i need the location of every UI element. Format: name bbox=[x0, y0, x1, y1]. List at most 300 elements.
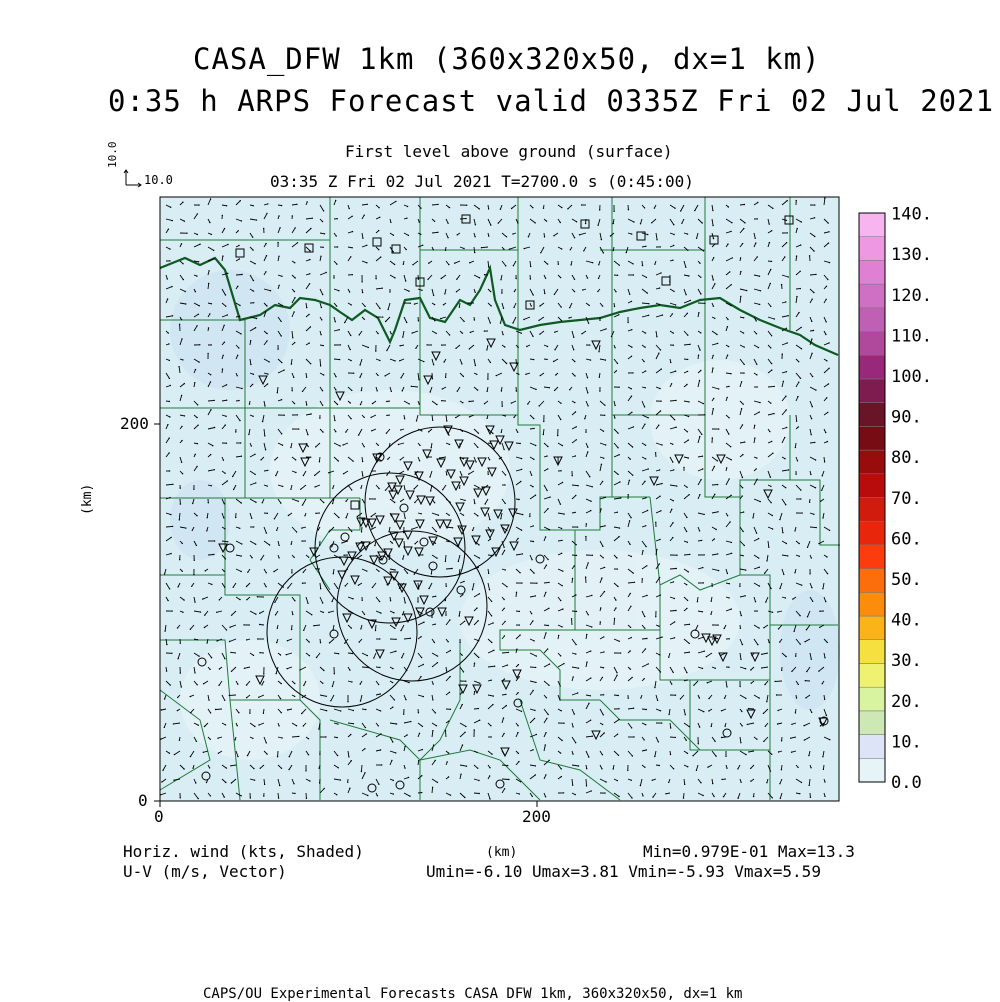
wind-vector-head bbox=[777, 723, 778, 724]
wind-vector-head bbox=[577, 485, 578, 486]
wind-vector-head bbox=[478, 433, 479, 434]
wind-vector-head bbox=[615, 607, 616, 608]
wind-vector-head bbox=[377, 333, 378, 334]
wind-vector-head bbox=[418, 712, 419, 713]
wind-vector-head bbox=[645, 387, 646, 388]
wind-vector-head bbox=[614, 405, 615, 406]
wind-vector-head bbox=[781, 740, 782, 741]
wind-vector-head bbox=[213, 258, 214, 259]
wind-vector-head bbox=[798, 312, 799, 313]
wind-vector-head bbox=[508, 652, 509, 653]
wind-vector-head bbox=[345, 517, 346, 518]
wind-vector-head bbox=[516, 592, 517, 593]
wind-vector-head bbox=[323, 502, 324, 503]
wind-vector-head bbox=[248, 434, 249, 435]
wind-vector-head bbox=[168, 229, 169, 230]
wind-vector-head bbox=[770, 477, 771, 478]
wind-vector-head bbox=[303, 630, 304, 631]
wind-vector-head bbox=[508, 779, 509, 780]
wind-vector-head bbox=[226, 205, 227, 206]
wind-vector-head bbox=[702, 456, 703, 457]
wind-vector-head bbox=[515, 278, 516, 279]
wind-vector-head bbox=[670, 727, 671, 728]
wind-vector-head bbox=[614, 347, 615, 348]
wind-vector-head bbox=[266, 255, 267, 256]
wind-vector-head bbox=[512, 233, 513, 234]
wind-vector-head bbox=[690, 300, 691, 301]
wind-vector-head bbox=[347, 782, 348, 783]
wind-vector-head bbox=[783, 381, 784, 382]
wind-vector-head bbox=[476, 607, 477, 608]
wind-vector-head bbox=[352, 613, 353, 614]
wind-vector-head bbox=[731, 495, 732, 496]
wind-vector-head bbox=[503, 249, 504, 250]
wind-vector-head bbox=[590, 510, 591, 511]
wind-vector-head bbox=[197, 684, 198, 685]
wind-vector bbox=[810, 442, 815, 443]
wind-vector-head bbox=[773, 413, 774, 414]
wind-vector-head bbox=[179, 324, 180, 325]
wind-vector-head bbox=[784, 256, 785, 257]
wind-vector bbox=[502, 779, 509, 780]
wind-vector-head bbox=[459, 306, 460, 307]
wind-vector-head bbox=[274, 602, 275, 603]
wind-vector-head bbox=[645, 458, 646, 459]
wind-vector-head bbox=[350, 360, 351, 361]
wind-vector-head bbox=[810, 797, 811, 798]
wind-vector-head bbox=[673, 768, 674, 769]
wind-vector-head bbox=[644, 628, 645, 629]
wind-vector-head bbox=[452, 527, 453, 528]
wind-vector-head bbox=[436, 531, 437, 532]
wind-vector-head bbox=[519, 793, 520, 794]
wind-vector-head bbox=[545, 774, 546, 775]
wind-vector-head bbox=[434, 221, 435, 222]
wind-vector-head bbox=[455, 348, 456, 349]
wind-vector-head bbox=[266, 305, 267, 306]
wind-vector-head bbox=[362, 292, 363, 293]
wind-vector-head bbox=[301, 713, 302, 714]
wind-vector-head bbox=[723, 796, 724, 797]
wind-vector-head bbox=[204, 627, 205, 628]
wind-vector-head bbox=[420, 676, 421, 677]
wind-vector-head bbox=[419, 221, 420, 222]
wind-vector-head bbox=[597, 225, 598, 226]
wind-vector-head bbox=[818, 543, 819, 544]
wind-vector-head bbox=[255, 482, 256, 483]
wind-vector-head bbox=[540, 375, 541, 376]
wind-vector-head bbox=[307, 603, 308, 604]
wind-vector-head bbox=[587, 392, 588, 393]
wind-vector-head bbox=[209, 222, 210, 223]
wind-vector-head bbox=[352, 247, 353, 248]
wind-vector-head bbox=[408, 291, 409, 292]
wind-vector-head bbox=[714, 283, 715, 284]
wind-vector-head bbox=[519, 634, 520, 635]
wind-vector-head bbox=[548, 582, 549, 583]
wind-vector-head bbox=[740, 296, 741, 297]
wind-vector-head bbox=[731, 459, 732, 460]
wind-vector-head bbox=[331, 546, 332, 547]
wind-vector-head bbox=[281, 205, 282, 206]
wind-vector-head bbox=[644, 616, 645, 617]
wind-vector-head bbox=[428, 263, 429, 264]
wind-vector-head bbox=[576, 555, 577, 556]
wind-vector-head bbox=[410, 721, 411, 722]
wind-vector-head bbox=[486, 418, 487, 419]
wind-vector-head bbox=[782, 353, 783, 354]
wind-vector-head bbox=[631, 301, 632, 302]
wind-vector-head bbox=[320, 256, 321, 257]
wind-vector-head bbox=[758, 627, 759, 628]
wind-vector-head bbox=[615, 291, 616, 292]
wind-vector-head bbox=[437, 782, 438, 783]
wind-vector-head bbox=[378, 784, 379, 785]
wind-vector-head bbox=[484, 330, 485, 331]
wind-vector-head bbox=[704, 554, 705, 555]
wind-vector-head bbox=[474, 236, 475, 237]
wind-vector-head bbox=[809, 573, 810, 574]
colorbar-swatch bbox=[859, 545, 885, 569]
wind-vector-head bbox=[210, 712, 211, 713]
wind-vector-head bbox=[784, 437, 785, 438]
wind-vector-head bbox=[680, 698, 681, 699]
wind-vector-head bbox=[546, 565, 547, 566]
wind-vector bbox=[446, 731, 447, 738]
wind-vector-head bbox=[806, 629, 807, 630]
wind-vector bbox=[376, 625, 377, 631]
wind-vector-head bbox=[633, 572, 634, 573]
wind-vector-head bbox=[675, 400, 676, 401]
wind-vector-head bbox=[674, 637, 675, 638]
wind-vector-head bbox=[190, 712, 191, 713]
wind-vector-head bbox=[282, 445, 283, 446]
wind-vector-head bbox=[225, 558, 226, 559]
wind-vector-head bbox=[469, 416, 470, 417]
wind-vector-head bbox=[362, 238, 363, 239]
wind-vector-head bbox=[706, 656, 707, 657]
wind-vector-head bbox=[727, 573, 728, 574]
wind-vector-head bbox=[726, 686, 727, 687]
wind-vector-head bbox=[408, 777, 409, 778]
wind-vector-head bbox=[746, 290, 747, 291]
wind-vector-head bbox=[533, 573, 534, 574]
wind-vector-head bbox=[180, 488, 181, 489]
wind-vector-head bbox=[742, 531, 743, 532]
wind-vector-head bbox=[344, 322, 345, 323]
wind-vector-head bbox=[237, 355, 238, 356]
wind-vector-head bbox=[491, 305, 492, 306]
wind-vector-head bbox=[818, 671, 819, 672]
wind-vector-head bbox=[490, 291, 491, 292]
wind-vector-head bbox=[633, 274, 634, 275]
wind-vector-head bbox=[826, 321, 827, 322]
wind-vector-head bbox=[750, 768, 751, 769]
wind-vector-head bbox=[449, 515, 450, 516]
wind-vector-head bbox=[168, 332, 169, 333]
wind-vector-head bbox=[477, 389, 478, 390]
wind-vector-head bbox=[645, 370, 646, 371]
wind-vector-head bbox=[446, 586, 447, 587]
wind-vector-head bbox=[632, 372, 633, 373]
wind-vector-head bbox=[211, 344, 212, 345]
wind-vector-head bbox=[209, 313, 210, 314]
wind-vector-head bbox=[210, 381, 211, 382]
wind-vector-head bbox=[629, 520, 630, 521]
wind-vector-head bbox=[603, 252, 604, 253]
wind-vector-head bbox=[574, 279, 575, 280]
wind-vector-head bbox=[341, 542, 342, 543]
wind-vector-head bbox=[602, 677, 603, 678]
wind-vector-head bbox=[744, 441, 745, 442]
wind-vector-head bbox=[797, 767, 798, 768]
wind-vector-head bbox=[338, 290, 339, 291]
wind-vector-head bbox=[491, 754, 492, 755]
wind-vector-head bbox=[721, 710, 722, 711]
wind-vector-head bbox=[713, 355, 714, 356]
wind-vector-head bbox=[616, 675, 617, 676]
wind-vector-head bbox=[684, 784, 685, 785]
wind-vector-head bbox=[814, 236, 815, 237]
wind-vector-head bbox=[386, 433, 387, 434]
wind-vector-head bbox=[237, 375, 238, 376]
wind-vector-head bbox=[587, 447, 588, 448]
wind-vector-head bbox=[535, 389, 536, 390]
wind-vector-head bbox=[277, 756, 278, 757]
wind-vector-head bbox=[657, 700, 658, 701]
wind-vector-head bbox=[294, 262, 295, 263]
wind-vector-head bbox=[378, 571, 379, 572]
wind-vector-head bbox=[299, 669, 300, 670]
wind-vector-head bbox=[683, 797, 684, 798]
y-axis-label: (km) bbox=[80, 484, 95, 515]
wind-vector-head bbox=[717, 624, 718, 625]
wind-vector-head bbox=[766, 560, 767, 561]
wind-vector-head bbox=[161, 709, 162, 710]
wind-vector-head bbox=[731, 222, 732, 223]
wind-vector-head bbox=[252, 738, 253, 739]
wind-vector-head bbox=[687, 371, 688, 372]
wind-vector-head bbox=[422, 749, 423, 750]
wind-vector-head bbox=[779, 519, 780, 520]
wind-vector-head bbox=[208, 270, 209, 271]
wind-vector-head bbox=[195, 454, 196, 455]
wind-vector-head bbox=[714, 318, 715, 319]
wind-vector-head bbox=[436, 558, 437, 559]
wind-vector-head bbox=[260, 459, 261, 460]
wind-vector-head bbox=[697, 601, 698, 602]
wind-vector-head bbox=[605, 359, 606, 360]
wind-vector-head bbox=[265, 271, 266, 272]
wind-vector-head bbox=[604, 591, 605, 592]
wind-vector-head bbox=[441, 400, 442, 401]
colorbar-tick-label: 20. bbox=[891, 692, 922, 712]
colorbar-swatch bbox=[859, 260, 885, 284]
wind-vector-head bbox=[536, 583, 537, 584]
wind-vector-head bbox=[748, 708, 749, 709]
wind-vector-head bbox=[742, 495, 743, 496]
wind-vector-head bbox=[349, 208, 350, 209]
wind-vector-head bbox=[403, 264, 404, 265]
wind-vector-head bbox=[702, 668, 703, 669]
wind-vector-head bbox=[181, 440, 182, 441]
wind-vector-head bbox=[633, 426, 634, 427]
wind-vector-head bbox=[816, 527, 817, 528]
wind-vector-head bbox=[800, 489, 801, 490]
wind-vector-head bbox=[791, 752, 792, 753]
wind-vector bbox=[670, 611, 676, 612]
wind-vector-head bbox=[392, 741, 393, 742]
wind-vector-head bbox=[475, 461, 476, 462]
wind-vector-head bbox=[329, 531, 330, 532]
wind-vector-head bbox=[326, 696, 327, 697]
wind-vector-head bbox=[465, 218, 466, 219]
wind-vector-head bbox=[267, 485, 268, 486]
wind-vector-head bbox=[394, 360, 395, 361]
wind-vector-head bbox=[402, 390, 403, 391]
wind-vector-head bbox=[576, 611, 577, 612]
wind-vector-head bbox=[241, 220, 242, 221]
wind-vector-head bbox=[656, 549, 657, 550]
wind-vector-head bbox=[277, 348, 278, 349]
wind-vector-head bbox=[351, 627, 352, 628]
wind-vector-head bbox=[172, 220, 173, 221]
wind-vector-head bbox=[617, 363, 618, 364]
wind-vector-head bbox=[643, 361, 644, 362]
wind-vector-head bbox=[183, 279, 184, 280]
wind-vector-head bbox=[774, 318, 775, 319]
wind-vector-head bbox=[190, 629, 191, 630]
wind-vector-head bbox=[432, 787, 433, 788]
wind-vector-head bbox=[661, 444, 662, 445]
wind-vector-head bbox=[648, 315, 649, 316]
wind-vector-head bbox=[646, 277, 647, 278]
wind-vector-head bbox=[646, 595, 647, 596]
wind-vector-head bbox=[258, 724, 259, 725]
wind-vector-head bbox=[688, 275, 689, 276]
wind-vector-head bbox=[648, 417, 649, 418]
wind-vector-head bbox=[265, 311, 266, 312]
wind-vector-head bbox=[644, 481, 645, 482]
wind-vector-head bbox=[281, 362, 282, 363]
wind-vector-head bbox=[253, 205, 254, 206]
wind-vector-head bbox=[478, 620, 479, 621]
wind-vector-head bbox=[421, 792, 422, 793]
wind-vector-head bbox=[462, 431, 463, 432]
wind-vector-head bbox=[315, 446, 316, 447]
wind-vector-head bbox=[378, 725, 379, 726]
wind-vector-head bbox=[224, 571, 225, 572]
wind-vector-head bbox=[748, 751, 749, 752]
wind-vector-head bbox=[226, 443, 227, 444]
wind-vector-head bbox=[197, 639, 198, 640]
wind-vector-head bbox=[759, 276, 760, 277]
wind-vector-head bbox=[731, 608, 732, 609]
wind-vector-head bbox=[474, 729, 475, 730]
wind-vector-head bbox=[737, 798, 738, 799]
wind-vector-head bbox=[618, 314, 619, 315]
wind-vector-head bbox=[435, 760, 436, 761]
wind-vector-head bbox=[411, 529, 412, 530]
wind-vector-head bbox=[190, 756, 191, 757]
wind-vector-head bbox=[686, 384, 687, 385]
wind-vector-head bbox=[227, 480, 228, 481]
wind-vector-head bbox=[323, 670, 324, 671]
wind-vector-head bbox=[308, 754, 309, 755]
wind-vector-head bbox=[559, 699, 560, 700]
wind-vector-head bbox=[501, 432, 502, 433]
wind-vector-head bbox=[769, 431, 770, 432]
wind-vector-head bbox=[164, 573, 165, 574]
wind-vector-head bbox=[561, 768, 562, 769]
wind-vector-head bbox=[717, 553, 718, 554]
wind-vector-head bbox=[560, 685, 561, 686]
wind-vector bbox=[404, 541, 405, 547]
wind-vector-head bbox=[718, 428, 719, 429]
wind-vector-head bbox=[281, 768, 282, 769]
wind-vector-head bbox=[291, 572, 292, 573]
wind-vector-head bbox=[392, 682, 393, 683]
wind-vector-head bbox=[456, 279, 457, 280]
wind-vector-head bbox=[461, 474, 462, 475]
wind-vector-head bbox=[797, 460, 798, 461]
wind-vector-head bbox=[466, 766, 467, 767]
wind-vector-head bbox=[590, 720, 591, 721]
wind-vector-head bbox=[351, 531, 352, 532]
wind-vector-head bbox=[761, 654, 762, 655]
wind-vector-head bbox=[241, 555, 242, 556]
wind-vector-head bbox=[474, 663, 475, 664]
wind-vector-head bbox=[518, 753, 519, 754]
wind-vector-head bbox=[281, 433, 282, 434]
wind-vector-head bbox=[627, 770, 628, 771]
wind-vector-head bbox=[250, 797, 251, 798]
wind-vector bbox=[445, 555, 446, 561]
wind-vector-head bbox=[169, 260, 170, 261]
wind-vector-head bbox=[707, 682, 708, 683]
wind-vector-head bbox=[185, 303, 186, 304]
wind-vector-head bbox=[756, 374, 757, 375]
wind-vector-head bbox=[422, 726, 423, 727]
wind-vector-head bbox=[701, 434, 702, 435]
wind-vector-head bbox=[562, 482, 563, 483]
wind-vector-head bbox=[756, 739, 757, 740]
wind-vector-head bbox=[727, 243, 728, 244]
wind-vector-head bbox=[209, 767, 210, 768]
wind-vector-head bbox=[644, 207, 645, 208]
wind-vector-head bbox=[277, 392, 278, 393]
wind-vector-head bbox=[547, 446, 548, 447]
wind-vector-head bbox=[294, 291, 295, 292]
wind-vector-head bbox=[464, 621, 465, 622]
x-axis-label: (km) bbox=[486, 845, 517, 860]
wind-vector-head bbox=[267, 470, 268, 471]
wind-vector-head bbox=[256, 219, 257, 220]
wind-vector-head bbox=[373, 657, 374, 658]
wind-vector-head bbox=[824, 461, 825, 462]
wind-vector-head bbox=[756, 364, 757, 365]
wind-vector-head bbox=[683, 467, 684, 468]
wind-vector-head bbox=[335, 389, 336, 390]
wind-vector-head bbox=[575, 512, 576, 513]
wind-vector-head bbox=[322, 390, 323, 391]
wind-vector-head bbox=[587, 377, 588, 378]
wind-vector-head bbox=[288, 515, 289, 516]
wind-vector-head bbox=[278, 256, 279, 257]
wind-vector-head bbox=[618, 708, 619, 709]
wind-vector-head bbox=[745, 668, 746, 669]
wind-vector-head bbox=[646, 565, 647, 566]
